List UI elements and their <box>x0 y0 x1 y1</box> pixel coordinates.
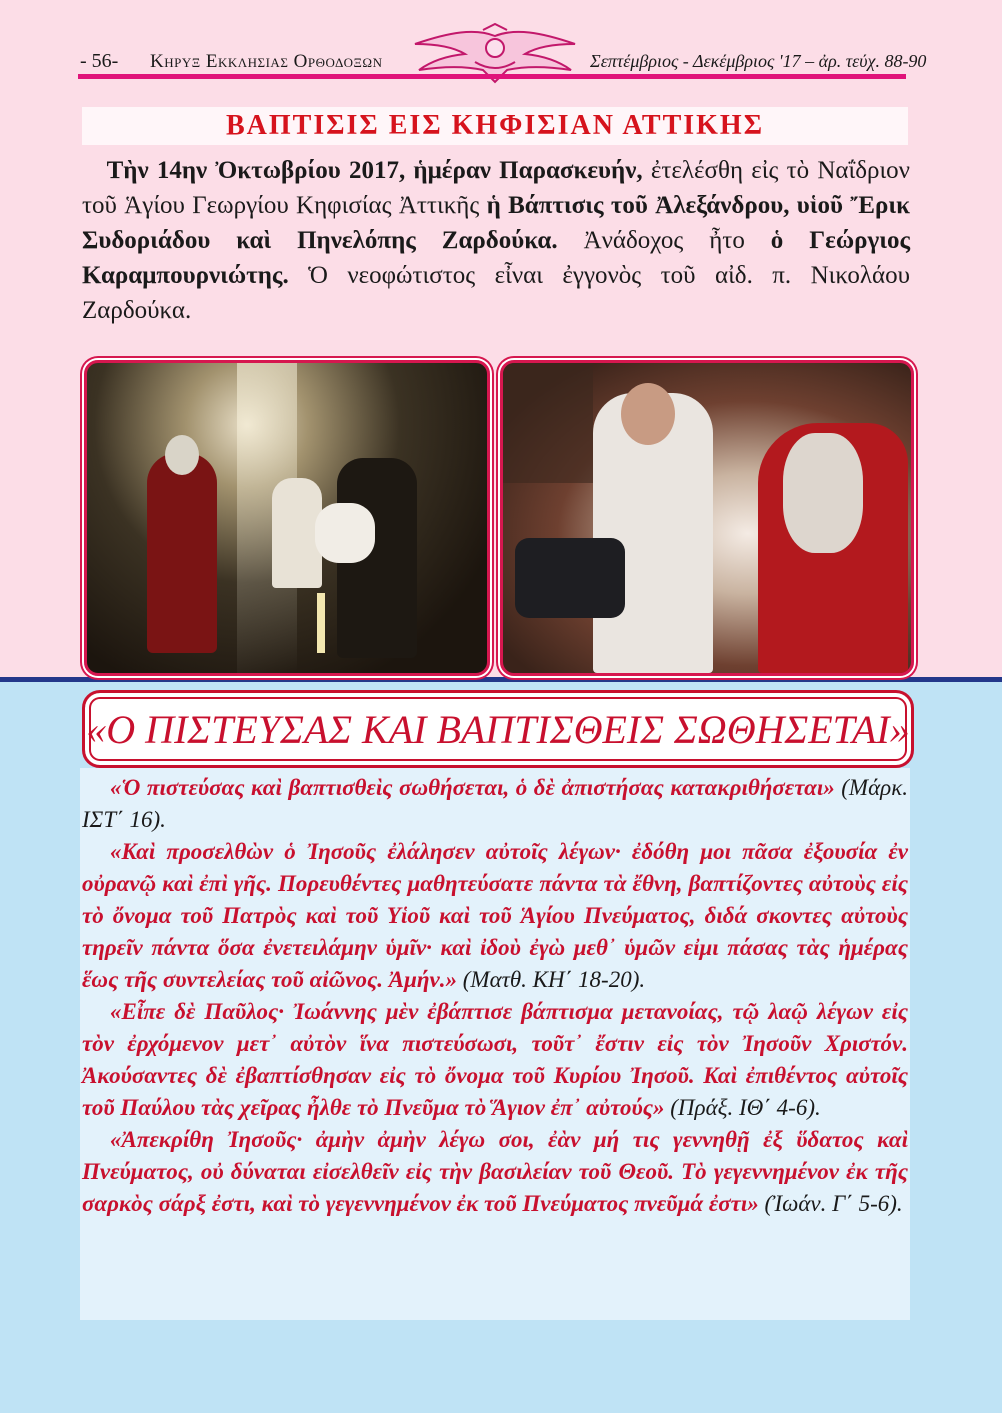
quote-reference: (Ματθ. ΚΗ΄ 18-20). <box>457 967 646 992</box>
quote-paragraph <box>82 772 908 836</box>
quote-paragraph <box>82 836 908 996</box>
date-text: Τὴν 14ην Ὀκτωβρίου 2017, ἡμέραν Παρασκευήν, <box>106 157 643 184</box>
quote-text: «Ὁ πιστεύσας καὶ βαπτισθεὶς σωθήσεται, ὁ δὲ ἀπιστήσας κατακριθήσεται» <box>110 775 835 800</box>
double-headed-eagle-emblem-icon <box>405 22 585 94</box>
quote-text: «Εἶπε δὲ Παῦλος· Ἰωάννης μὲν ἐβάπτισε βάπτισμα μετανοίας, τῷ λαῷ λέγων εἰς τὸν ἐρχόμενον μετ᾿ αὐτὸν ἵνα πιστεύσωσι, τοῦτ᾿ ἔστιν εἰς τὸν Ἰησοῦν Χριστόν. Ἀκούσαντες δὲ ἐβαπτίσθησαν εἰς τὸ ὄνομα τοῦ Κυρίου Ἰησοῦ. Καὶ ἐπιθέντος αὐτοῖς τοῦ Παύλου τὰς χεῖρας ἦλθε τὸ Πνεῦμα τὸ Ἅγιον ἐπ᾿ αὐτούς» <box>82 999 908 1120</box>
article-title-bar <box>82 107 908 145</box>
godfather-name: ὁ Γεώργιος Καραμπουρνιώτης. <box>82 227 910 289</box>
quote-paragraph <box>82 996 908 1124</box>
quote-reference: (Μάρκ. ΙΣΤ΄ 16). <box>82 775 908 832</box>
quote-reference: (Ἰωάν. Γ΄ 5-6). <box>758 1191 903 1216</box>
article-title: ΒΑΠΤΙΣΙΣ ΕΙΣ ΚΗΦΙΣΙΑΝ ΑΤΤΙΚΗΣ <box>225 110 765 141</box>
quote-paragraph <box>82 1124 908 1220</box>
paragraph-text: ἐτελέσθη εἰς τὸ Ναΐδριον τοῦ Ἁγίου Γεωργίου Κηφισίας Ἀττικῆς <box>82 157 910 219</box>
quote-reference: (Πράξ. ΙΘ΄ 4-6). <box>664 1095 821 1120</box>
page-number: - 56- <box>80 50 119 72</box>
paragraph-text: Ὁ νεοφώτιστος εἶναι ἐγγονὸς τοῦ αἰδ. π. Νικολάου Ζαρδούκα. <box>82 262 910 324</box>
quote-text: «Καὶ προσελθὼν ὁ Ἰησοῦς ἐλάλησεν αὐτοῖς λέγων· ἐδόθη μοι πᾶσα ἐξουσία ἐν οὐρανῷ καὶ ἐπὶ γῆς. Πορευθέντες μαθητεύσατε πάντα τὰ ἔθνη, βαπτίζοντες αὐτοὺς εἰς τὸ ὄνομα τοῦ Πατρὸς καὶ τοῦ Υἱοῦ καὶ τοῦ Ἁγίου Πνεύματος, διδά σκοντες αὐτοὺς τηρεῖν πάντα ὅσα ἐνετειλάμην ὑμῖν· καὶ ἰδοὺ ἐγὼ μεθ᾿ ὑμῶν εἰμι πάσας τὰς ἡμέρας ἕως τῆς συντελείας τοῦ αἰῶνος. Ἀμήν.» <box>82 839 908 992</box>
baptism-names: ἡ Βάπτισις τοῦ Ἀλεξάνδρου, υἱοῦ Ἔρικ Συδοριάδου καὶ Πηνελόπης Ζαρδούκα. <box>82 192 910 254</box>
header-rule <box>78 74 906 79</box>
baptism-photo-2 <box>500 360 914 676</box>
scripture-quotes <box>82 772 908 1220</box>
section-title: «Ο ΠΙΣΤΕΥΣΑΣ ΚΑΙ ΒΑΠΤΙΣΘΕΙΣ ΣΩΘΗΣΕΤΑΙ» <box>86 706 910 752</box>
article-paragraph <box>82 153 910 328</box>
section-title-box <box>82 690 914 768</box>
paragraph-text: Ἀνάδοχος ἦτο <box>557 227 771 254</box>
section-divider <box>0 677 1002 682</box>
quote-text: «Ἀπεκρίθη Ἰησοῦς· ἀμὴν ἀμὴν λέγω σοι, ἐὰν μή τις γεννηθῇ ἐξ ὕδατος καὶ Πνεύματος, οὐ δύναται εἰσελθεῖν εἰς τὴν βασιλείαν τοῦ Θεοῦ. Τὸ γεγεννημένον ἐκ τῆς σαρκὸς σάρξ ἐστι, καὶ τὸ γεγεννημένον ἐκ τοῦ Πνεύματος πνεῦμά ἐστι» <box>82 1127 908 1216</box>
issue-info: Σεπτέμβριος - Δεκέμβριος '17 – ἀρ. τεύχ. 88-90 <box>590 51 927 71</box>
journal-title: Κηρυξ Εκκλησιας Ορθοδοξων <box>150 51 383 72</box>
baptism-photo-1 <box>84 360 490 676</box>
